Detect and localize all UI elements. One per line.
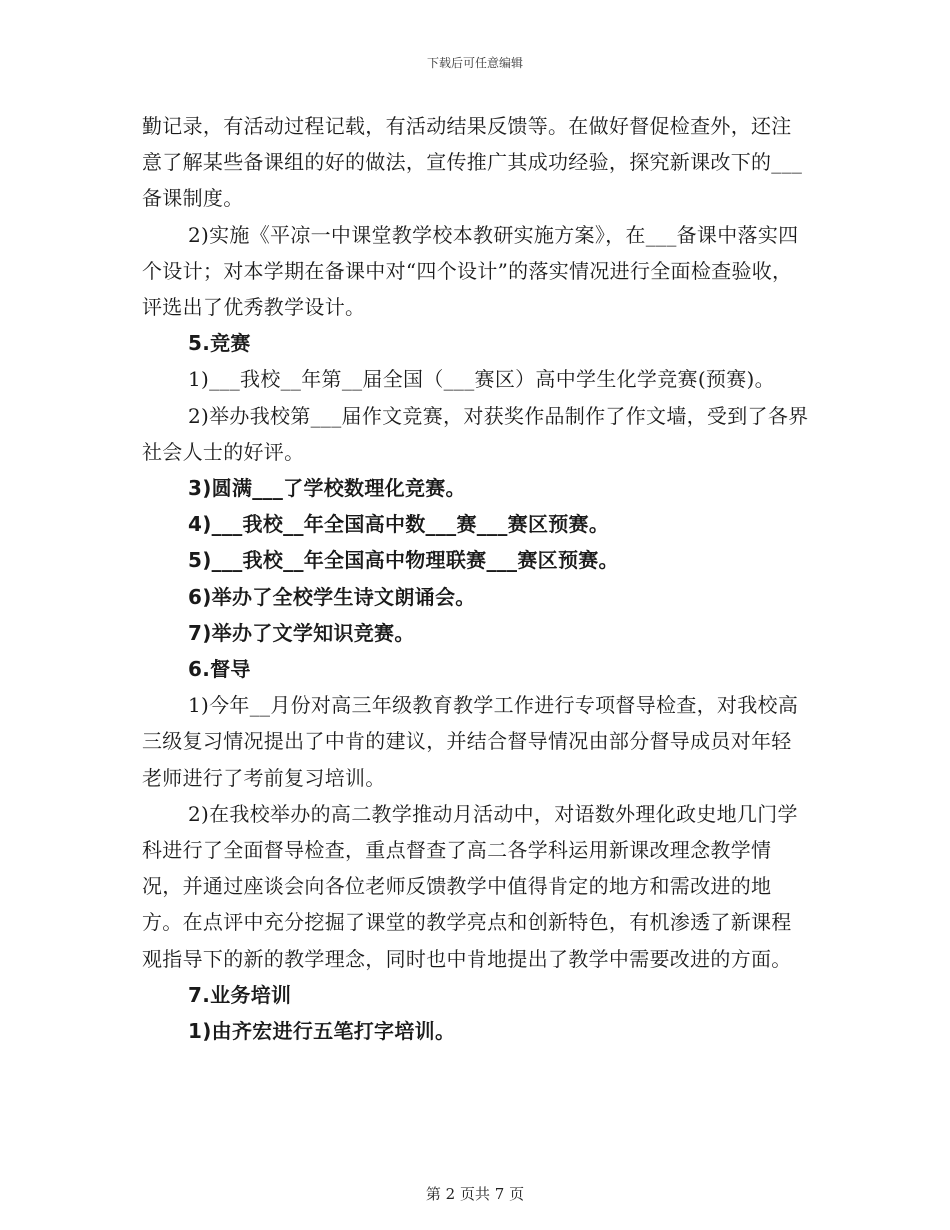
section-heading-supervision: 6.督导 bbox=[188, 657, 251, 682]
page-header: 下载后可任意编辑 bbox=[426, 56, 523, 70]
list-item: 2)举办我校第___届作文竞赛，对获奖作品制作了作文墙，受到了各界社会人士的好评。 bbox=[142, 403, 809, 464]
section-heading-competition: 5.竞赛 bbox=[188, 331, 251, 356]
section-heading-training: 7.业务培训 bbox=[188, 982, 292, 1007]
list-item: 5)___我校__年全国高中物理联赛___赛区预赛。 bbox=[188, 548, 619, 573]
page-footer: 第 2 页共 7 页 bbox=[425, 1185, 525, 1203]
list-item: 1)由齐宏进行五笔打字培训。 bbox=[188, 1019, 456, 1044]
document-body bbox=[142, 108, 810, 1049]
paragraph-lesson-plan: 2)实施《平凉一中课堂教学校本教研实施方案》，在___备课中落实四个设计；对本学期在备课中对“四个设计”的落实情况进行全面检查验收，评选出了优秀教学设计。 bbox=[142, 222, 799, 320]
list-item: 7)举办了文学知识竞赛。 bbox=[188, 620, 415, 645]
list-item: 1)___我校__年第__届全国（___赛区）高中学生化学竞赛(预赛)。 bbox=[188, 367, 775, 392]
list-item: 4)___我校__年全国高中数___赛___赛区预赛。 bbox=[188, 512, 610, 537]
paragraph-continuation: 勤记录，有活动过程记载，有活动结果反馈等。在做好督促检查外，还注意了解某些备课组的好的做法，宣传推广其成功经验，探究新课改下的___备课制度。 bbox=[142, 114, 803, 211]
list-item: 1)今年__月份对高三年级教育教学工作进行专项督导检查，对我校高三级复习情况提出了中肯的建议，并结合督导情况由部分督导成员对年轻老师进行了考前复习培训。 bbox=[142, 693, 799, 790]
list-item: 3)圆满___了学校数理化竞赛。 bbox=[188, 476, 466, 501]
list-item: 6)举办了全校学生诗文朗诵会。 bbox=[188, 584, 476, 609]
list-item: 2)在我校举办的高二教学推动月活动中，对语数外理化政史地几门学科进行了全面督导检查，重点督查了高二各学科运用新课改理念教学情况，并通过座谈会向各位老师反馈教学中值得肯定的地方和需改进的地方。在点评中充分挖掘了课堂的教学亮点和创新特色，有机渗透了新课程观指导下的新的教学理念，同时也中肯地提出了教学中需要改进的方面。 bbox=[142, 801, 798, 971]
